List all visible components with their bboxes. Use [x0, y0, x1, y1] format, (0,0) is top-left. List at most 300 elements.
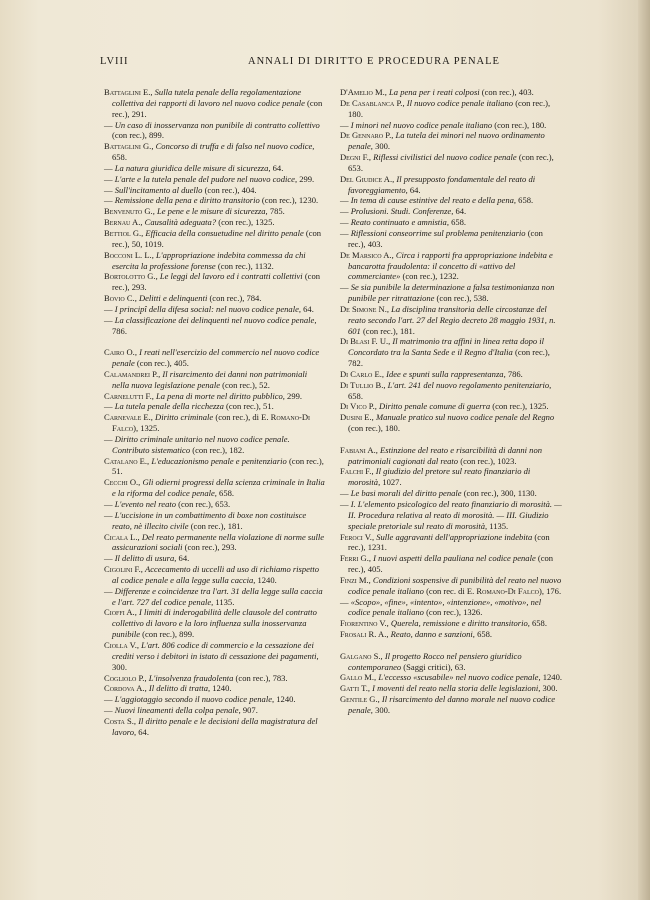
entry-text: ,	[368, 553, 374, 564]
index-entry	[340, 618, 562, 629]
author-name: Cairo O.	[104, 347, 135, 358]
section-gap	[340, 434, 562, 445]
index-entry	[104, 683, 326, 694]
entry-text: —	[104, 433, 115, 444]
index-entry	[340, 380, 562, 402]
page-number: LVIII	[100, 56, 129, 67]
article-title: L'appropriazione indebita commessa da chi esercita la professione forense	[112, 249, 306, 271]
index-entry	[104, 510, 326, 532]
article-title: Condizioni sospensive di punibilità del reato nel nuovo codice penale italiano	[348, 574, 562, 596]
author-name: Bettiol G.	[104, 227, 142, 238]
entry-text: , 786.	[503, 368, 523, 379]
entry-text: , 1135.	[211, 596, 235, 607]
index-entry	[340, 683, 562, 694]
author-name: Catalano E.	[104, 455, 148, 466]
running-title: ANNALI DI DIRITTO E PROCEDURA PENALE	[248, 56, 500, 67]
author-name: Fabiani A.	[340, 444, 376, 455]
article-title: I moventi del reato nella storia delle legislazioni	[372, 683, 539, 694]
entry-text: , 300.	[370, 141, 391, 152]
entry-text: ), 1325.	[133, 423, 160, 434]
article-title: I minori nel nuovo codice penale italiano	[350, 119, 493, 130]
author-name: Cicala L.	[104, 531, 138, 542]
author-name: Ciolla V.	[104, 639, 137, 650]
entry-text: , 64.	[451, 206, 467, 217]
article-title: Il presupposto fondamentale del reato di favoreggiamento	[348, 173, 536, 195]
article-title: Il giudizio del pretore sul reato finanziario di morosità	[348, 466, 531, 488]
article-title: Le basi morali del diritto penale	[350, 488, 462, 499]
entry-text: (con rec.), 1023.	[458, 455, 517, 466]
article-title: La classificazione dei delinquenti nel nuovo codice penale	[114, 314, 315, 325]
entry-text: ,	[137, 531, 142, 542]
page-binding-edge	[638, 0, 650, 900]
article-title: I reati nell'esercizio del commercio nel nuovo codice penale	[112, 347, 320, 369]
index-entry	[340, 174, 562, 196]
entry-text: , 299.	[282, 390, 302, 401]
entry-text: , 1240.	[538, 672, 562, 683]
index-entry	[340, 401, 562, 412]
entry-text: (con rec.), 1326.	[423, 607, 483, 618]
index-entry	[104, 87, 326, 120]
index-column-right	[340, 87, 562, 716]
entry-text: (con rec.), 180.	[348, 97, 551, 119]
entry-text: , 658.	[446, 217, 467, 228]
author-name: Dusini E.	[340, 412, 372, 423]
author-name: Del Giudice A.	[340, 173, 393, 184]
article-title: Il diritto penale e le decisioni della magistratura del lavoro	[112, 715, 318, 737]
entry-text: ,	[134, 607, 139, 618]
entry-text: ,	[371, 531, 377, 542]
entry-text: , 658.	[348, 379, 552, 401]
entry-text: (con rec.), 783.	[233, 672, 288, 683]
index-entry	[104, 185, 326, 196]
index-entry	[340, 87, 562, 98]
article-title: Il matrimonio tra affini in linea retta dopo il Concordato tra la Santa Sede e il Regno d'Italia	[348, 336, 545, 358]
index-entry	[340, 553, 562, 575]
entry-text: (con rec.), 51.	[223, 401, 274, 412]
index-entry	[104, 315, 326, 337]
article-title: Il risarcimento del danno morale nel nuovo codice penale	[348, 694, 556, 715]
article-title: Causalità adeguata?	[144, 217, 217, 228]
entry-text: ,	[391, 249, 396, 260]
entry-text: ,	[141, 227, 146, 238]
author-name: Di Blasi F. U.	[340, 336, 389, 347]
entry-text: ,	[375, 444, 381, 455]
article-title: Prolusioni. Studi. Conferenze	[350, 206, 452, 217]
index-entry	[104, 206, 326, 217]
article-title: Il nuovo codice penale italiano	[406, 97, 514, 108]
entry-text: —	[340, 206, 351, 217]
entry-text: —	[104, 173, 115, 184]
entry-text: (con rec.), 50, 1019.	[112, 227, 322, 249]
entry-text: ,	[386, 618, 391, 629]
article-title: Le leggi del lavoro ed i contratti collettivi	[159, 271, 303, 282]
entry-text: (con rec.), 1232.	[400, 271, 459, 282]
index-entry	[340, 532, 562, 554]
article-title: Riflessi civilistici del nuovo codice penale	[373, 152, 517, 163]
article-title: Nuovi lineamenti della colpa penale	[114, 705, 239, 716]
article-title: Sulla tutela penale della regolamentazione collettiva dei rapporti di lavoro nel nuovo codice penale	[112, 87, 305, 108]
entry-text: ,	[152, 206, 157, 217]
index-entry	[104, 564, 326, 586]
entry-text: (con rec.), 538.	[434, 293, 489, 304]
index-entry	[340, 499, 562, 532]
index-entry	[104, 607, 326, 640]
entry-text: ,	[151, 249, 156, 260]
entry-text: —	[340, 499, 351, 510]
index-entry	[340, 369, 562, 380]
author-name: Bocconi L. L.	[104, 249, 152, 260]
entry-text: , 785.	[265, 206, 285, 217]
entry-text: (con rec.), 181.	[360, 325, 415, 336]
article-title: La natura giuridica delle misure di sicurezza	[114, 162, 269, 173]
article-title: Querela, remissione e diritto transitorio	[390, 618, 528, 629]
index-entry	[340, 130, 562, 152]
index-entry	[340, 445, 562, 467]
entry-text: ,	[391, 130, 396, 141]
entry-text: , 300.	[112, 650, 319, 672]
index-entry	[104, 174, 326, 185]
entry-text: (Saggi critici), 63.	[401, 661, 466, 672]
index-entry	[104, 120, 326, 142]
article-title: Gli odierni progressi della scienza criminale in Italia e la riforma del codice penale	[112, 477, 325, 499]
entry-text: (con rec.), 784.	[207, 293, 262, 304]
index-entry	[104, 716, 326, 738]
index-entry	[340, 206, 562, 217]
entry-text: ,	[140, 564, 145, 575]
entry-text: (con rec.), 51.	[112, 455, 324, 477]
author-name: Romano-Di Falco	[112, 412, 311, 434]
article-title: Manuale pratico sul nuovo codice penale del Regno	[375, 412, 555, 423]
entry-text: ,	[386, 303, 392, 314]
entry-text: (con rec.), di E.	[213, 412, 271, 423]
entry-text: , 64.	[174, 553, 190, 564]
index-entry	[104, 477, 326, 499]
index-entry	[340, 597, 562, 619]
author-name: Di Tullio B.	[340, 379, 384, 390]
entry-text: ,	[380, 650, 385, 661]
entry-text: ,	[134, 293, 139, 304]
article-title: Differenze e coincidenze tra l'art. 31 della legge sulla caccia e l'art. 727 del codice penale	[112, 585, 323, 607]
index-entry	[104, 673, 326, 684]
article-title: Il progetto Rocco nel pensiero giuridico contemporaneo	[348, 650, 522, 672]
entry-text: —	[104, 184, 115, 195]
author-name: Bovio C.	[104, 293, 135, 304]
entry-text: ,	[383, 379, 388, 390]
author-name: Falchi F.	[340, 466, 372, 477]
entry-text: ,	[150, 87, 155, 97]
entry-text: (con rec.), 403.	[479, 87, 534, 97]
entry-text: ,	[144, 672, 149, 683]
entry-text: ,	[381, 368, 387, 379]
entry-text: ,	[371, 466, 376, 477]
entry-text: (con rec.), 782.	[348, 347, 550, 369]
index-entry	[340, 672, 562, 683]
entry-text: —	[104, 119, 115, 130]
entry-text: ,	[374, 672, 379, 683]
entry-text: (con rec.), 899.	[112, 130, 164, 141]
article-title: Riflessioni conseorrime sul problema penitenziario	[350, 227, 526, 238]
entry-text: —	[104, 694, 115, 705]
article-title: Delitti e delinquenti	[138, 293, 208, 304]
index-entry	[104, 228, 326, 250]
index-entry	[104, 304, 326, 315]
entry-text: , 658.	[527, 618, 547, 629]
author-name: Cioffi A.	[104, 607, 135, 618]
entry-text: (con rec.), 293.	[112, 271, 321, 293]
index-entry	[340, 412, 562, 434]
entry-text: , 1240.	[207, 683, 232, 694]
entry-text: , 299.	[294, 173, 315, 184]
author-name: Carnelutti F.	[104, 390, 152, 401]
entry-text: ,	[133, 715, 139, 726]
entry-text: ,	[151, 141, 156, 152]
entry-text: (con rec.), 300, 1130.	[461, 488, 537, 499]
entry-text: ,	[367, 683, 373, 694]
article-title: Se sia punibile la determinazione a falsa testimonianza non punibile per ritrattazione	[348, 282, 555, 304]
entry-text: (con rec.), 180.	[348, 423, 400, 434]
author-name: De Simone N.	[340, 303, 387, 314]
index-entry	[104, 391, 326, 402]
article-title: Remissione della pena e diritto transitorio	[114, 195, 260, 206]
article-title: La pena per i reati colposi	[389, 87, 480, 97]
article-title: Le pene e le misure di sicurezza	[156, 206, 266, 217]
entry-text: —	[104, 401, 115, 412]
article-title: La tutela dei minori nel nuovo ordinamento penale	[348, 130, 545, 152]
article-title: «Scopo», «fine», «intento», «intenzione», «motivo», nel codice penale italiano	[348, 596, 542, 618]
article-title: I principî della difesa social: nel nuovo codice penale	[114, 303, 299, 314]
entry-text: —	[104, 303, 115, 314]
author-name: Battaglini E.	[104, 87, 151, 97]
entry-text: ,	[158, 368, 163, 379]
index-entry	[340, 98, 562, 120]
index-entry	[104, 141, 326, 163]
index-entry	[340, 694, 562, 716]
entry-text: (con rec.), 1325.	[490, 401, 549, 412]
index-entry	[104, 705, 326, 716]
author-name: Degni F.	[340, 152, 369, 163]
index-entry	[340, 575, 562, 597]
article-title: Del reato permanente nella violazione di norme sulle assicurazioni sociali	[112, 531, 325, 553]
entry-text: (con rec.), 181.	[188, 520, 243, 531]
article-title: Sulle aggravanti dell'appropriazione indebita	[376, 531, 533, 542]
index-entry	[340, 282, 562, 304]
article-title: I. L'elemento psicologico del reato finanziario di morosità. — II. Procedura relativa al reato di morosità. — III. Giudizio speciale pretoriale sul reato di morosità	[348, 499, 562, 531]
author-name: Feroci V.	[340, 531, 372, 542]
article-title: Il risarcimento dei danni non patrimoniali nella nuova legislazione penale	[112, 368, 308, 390]
index-entry	[104, 412, 326, 434]
article-title: L'evento nel reato	[114, 499, 177, 510]
entry-text: ,	[138, 477, 143, 488]
article-title: Diritto criminale	[155, 412, 214, 423]
entry-text: (con rec.), 52.	[220, 379, 270, 390]
author-name: Carnevale E.	[104, 412, 151, 423]
author-name: De Gennaro P.	[340, 130, 392, 141]
index-entry	[340, 228, 562, 250]
index-entry	[104, 347, 326, 369]
entry-text: ,	[155, 271, 160, 282]
entry-text: (con rec.), 291.	[112, 97, 323, 119]
article-title: Reato continuato e amnistia	[350, 217, 447, 228]
entry-text: , 64.	[134, 726, 149, 737]
entry-text: ,	[386, 629, 391, 640]
entry-text: , 658.	[513, 195, 534, 206]
entry-text: ,	[388, 336, 393, 347]
article-title: Efficacia della consuetudine nel diritto penale	[145, 227, 304, 238]
article-title: L'educazionismo penale e penitenziario	[151, 455, 287, 466]
author-name: De Casablanca P.	[340, 97, 403, 108]
entry-text: , 64.	[405, 184, 421, 195]
entry-text: —	[340, 596, 351, 607]
entry-text: (con rec.), 293.	[182, 542, 237, 553]
entry-text: (con rec.), 1132.	[215, 260, 274, 271]
entry-text: (con rec.), 182.	[190, 444, 245, 455]
entry-text: (con rec.), 403.	[348, 227, 543, 249]
entry-text: —	[340, 195, 351, 206]
entry-text: —	[104, 553, 115, 564]
entry-text: , 64.	[268, 162, 284, 173]
article-title: L'insolvenza fraudolenta	[148, 672, 234, 683]
entry-text: , 658.	[472, 629, 493, 640]
entry-text: , 658.	[112, 141, 315, 163]
entry-text: , 1240.	[272, 694, 296, 705]
author-name: Fiorentino V.	[340, 618, 387, 629]
entry-text: ,	[368, 152, 374, 163]
article-title: La disciplina transitoria delle circostanze del reato secondo l'art. 27 del Regio decreto 28 maggio 1931, n. 601	[348, 303, 556, 336]
article-title: L'eccesso «scusabile» nel nuovo codice penale	[378, 672, 539, 683]
author-name: Costa S.	[104, 715, 134, 726]
index-entry	[340, 488, 562, 499]
author-name: Battaglini G.	[104, 141, 152, 152]
section-gap	[340, 640, 562, 651]
entry-text: (con rec.), 653.	[348, 152, 554, 173]
entry-text: ,	[374, 401, 380, 412]
author-name: Galgano S.	[340, 650, 381, 661]
entry-text: (con rec.), 1325.	[216, 217, 275, 228]
author-name: Gentile G.	[340, 694, 378, 705]
entry-text: —	[104, 509, 115, 520]
author-name: Bortolotto G.	[104, 271, 156, 282]
author-name: Gatti T.	[340, 683, 368, 694]
index-entry	[104, 694, 326, 705]
entry-text: ,	[377, 694, 382, 705]
article-title: L'art. 806 codice di commercio e la cessazione dei crediti verso i debitori in istato di cessazione dei pagamenti	[112, 639, 317, 661]
article-title: La pena di morte nel diritto pubblico	[155, 390, 283, 401]
article-title: Diritto penale comune di guerra	[379, 401, 491, 412]
entry-text: , 300.	[538, 683, 558, 694]
entry-text: —	[104, 195, 115, 206]
entry-text: (con rec.), 405.	[348, 553, 554, 575]
article-title: Un caso di inosservanza non punibile di contratto collettivo	[114, 119, 320, 130]
entry-text: —	[104, 162, 115, 173]
entry-text: —	[340, 488, 351, 499]
entry-text: ,	[384, 87, 390, 97]
entry-text: , 907.	[238, 705, 258, 716]
index-entry	[340, 152, 562, 174]
entry-text: —	[104, 314, 115, 325]
entry-text: ,	[151, 390, 156, 401]
article-title: L'aggiotaggio secondo il nuovo codice penale	[114, 694, 272, 705]
entry-text: ,	[402, 97, 407, 108]
index-entry	[340, 195, 562, 206]
index-entry	[104, 271, 326, 293]
entry-text: —	[340, 227, 351, 238]
author-name: Frosali R. A.	[340, 629, 387, 640]
entry-text: ,	[147, 455, 152, 466]
article-title: Concorso di truffa e di falso nel nuovo codice	[155, 141, 313, 152]
author-name: De Marsico A.	[340, 249, 392, 260]
author-name: Cogliolo P.	[104, 672, 145, 683]
entry-text: —	[340, 119, 351, 130]
entry-text: ,	[136, 639, 142, 650]
index-entry	[340, 250, 562, 283]
entry-text: ,	[150, 412, 156, 423]
author-name: Benvenuto G.	[104, 206, 153, 217]
entry-text: (con rec.), 404.	[202, 184, 257, 195]
entry-text: ,	[371, 412, 376, 423]
index-entry	[104, 293, 326, 304]
article-title: Accecamento di uccelli ad uso di richiamo rispetto al codice penale e alla legge sulla caccia	[112, 564, 319, 585]
article-title: L'uccisione in un combattimento di boxe non costituisce reato, nè illecito civile	[112, 509, 307, 531]
author-name: Bernau A.	[104, 217, 141, 228]
article-title: Reato, danno e sanzioni	[390, 629, 473, 640]
author-name: Finzi M.	[340, 574, 369, 585]
article-title: Idee e spunti sulla rappresentanza	[386, 368, 504, 379]
author-name: Di Carlo E.	[340, 368, 382, 379]
author-name: Calamandrei P.	[104, 368, 159, 379]
entry-text: ,	[392, 173, 397, 184]
author-name: Cigolini F.	[104, 564, 141, 575]
index-entry	[340, 217, 562, 228]
entry-text: —	[340, 282, 351, 293]
author-name: Cordova A.	[104, 683, 145, 694]
entry-text: ,	[140, 217, 145, 228]
index-entry	[104, 250, 326, 272]
author-name: D'Amelio M.	[340, 87, 385, 97]
index-entry	[104, 401, 326, 412]
article-title: L'art. 241 del nuovo regolamento penitenziario	[387, 379, 550, 390]
author-name: Di Vico P.	[340, 401, 375, 412]
entry-text: —	[104, 499, 115, 510]
section-gap	[104, 336, 326, 347]
index-entry	[340, 120, 562, 131]
article-title: Diritto criminale unitario nel nuovo codice penale. Contributo sistematico	[112, 433, 290, 455]
entry-text: ,	[144, 683, 149, 694]
article-title: Sull'incitamento al duello	[114, 184, 203, 195]
entry-text: (con rec.), 405.	[134, 358, 189, 369]
entry-text: , 1240.	[253, 574, 277, 585]
index-entry	[340, 629, 562, 640]
article-title: I nuovi aspetti della pauliana nel codice penale	[373, 553, 536, 564]
entry-text: ), 176.	[539, 585, 562, 596]
entry-text: , 64.	[298, 303, 314, 314]
entry-text: ,	[134, 347, 140, 358]
entry-text: —	[104, 705, 115, 716]
entry-text: , 1135.	[484, 520, 509, 531]
article-title: Estinzione del reato e risarcibilità di danni non patrimoniali cagionati dal reato	[348, 444, 543, 466]
author-name: Cecchi O.	[104, 477, 139, 488]
article-title: I limiti di inderogabilità delle clausole del contratto collettivo di lavoro e la loro influenza sulla inosservanza punibile	[112, 607, 317, 640]
article-title: In tema di cause estintive del reato e della pena	[350, 195, 514, 206]
index-entry	[104, 499, 326, 510]
index-entry	[104, 369, 326, 391]
author-name: Ferri G.	[340, 553, 369, 564]
entry-text: (con rec.), 1230.	[259, 195, 319, 206]
index-entry	[104, 195, 326, 206]
index-entry	[340, 651, 562, 673]
article-title: Circa i rapporti fra appropriazione indebita e bancarotta fraudolenta: il concetto di «attivo del commerciante»	[348, 249, 553, 282]
index-entry	[340, 336, 562, 369]
index-column-left	[104, 87, 326, 738]
